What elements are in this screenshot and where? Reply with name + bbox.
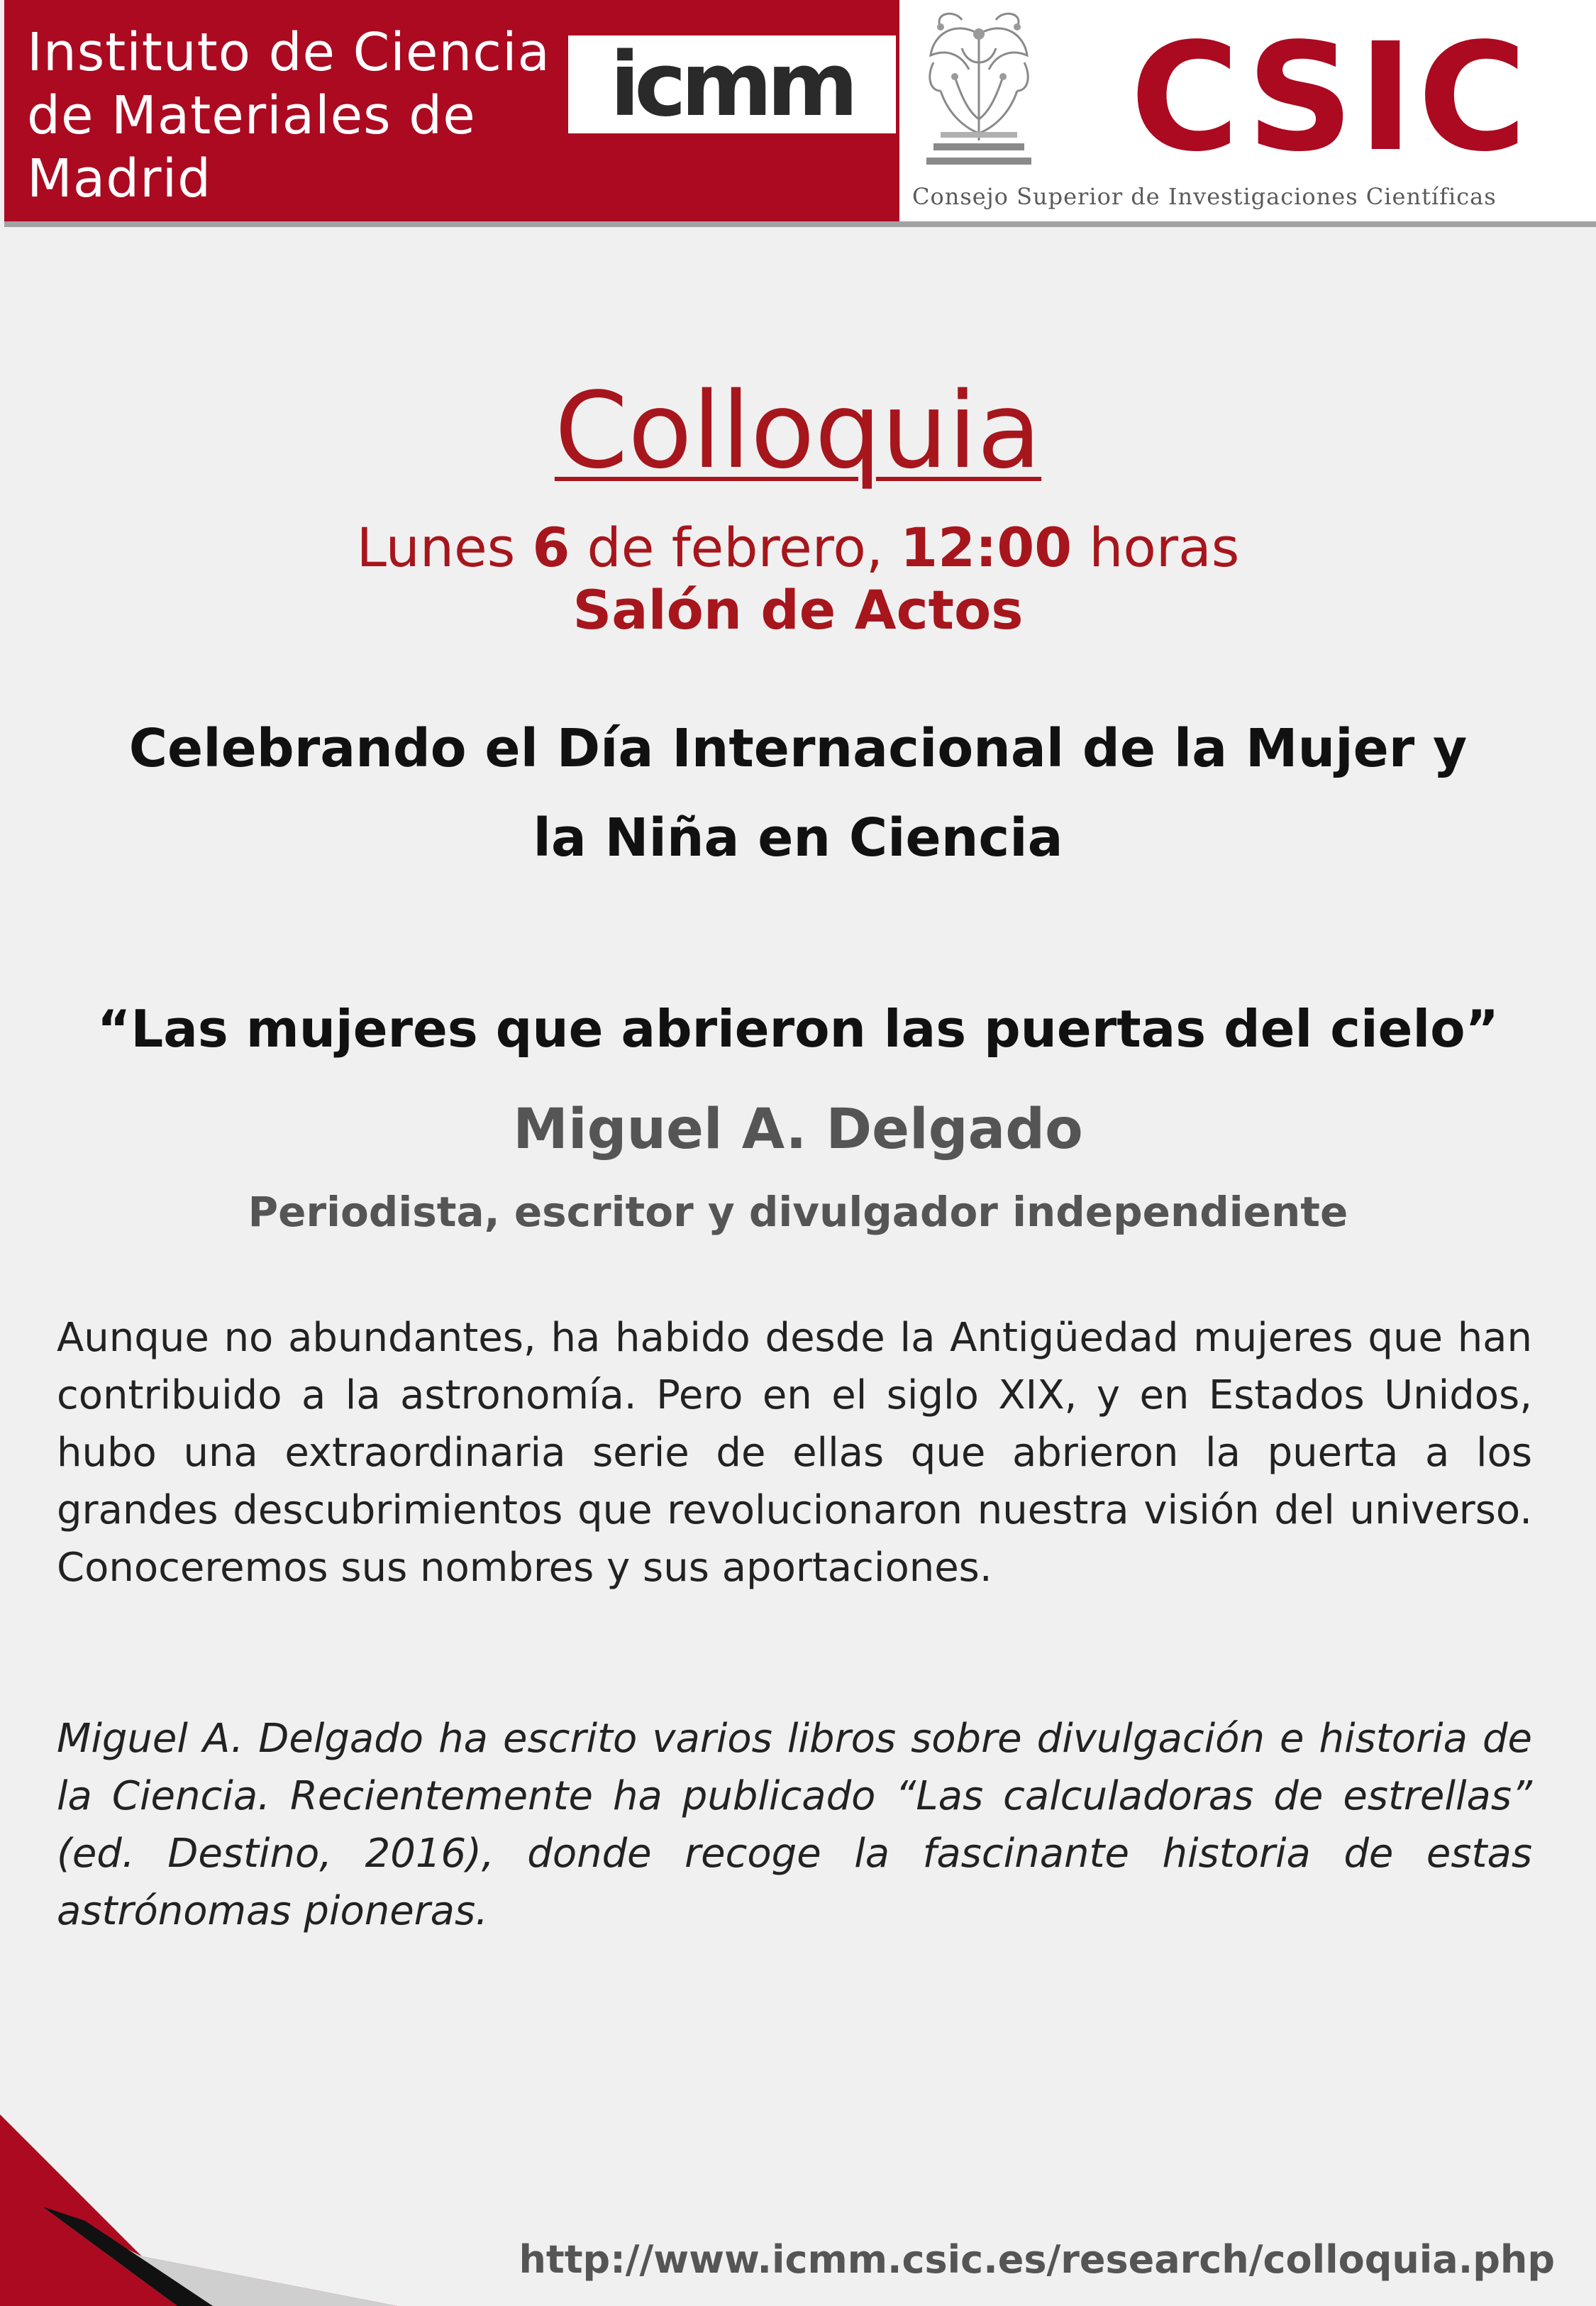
event-day: 6 (532, 516, 570, 579)
institute-name: Instituto de Ciencia de Materiales de Madrid (27, 22, 550, 209)
icmm-logo-graphic (568, 35, 896, 133)
talk-abstract: Aunque no abundantes, ha habido desde la Antigüedad mujeres que han contribuido a la astronomía. Pero en el siglo XIX, y en Estados Unidos, hubo una extraordinaria serie de ellas que abrieron la puerta a los grandes descubrimientos que revolucionaron nuestra visión del universo. Conoceremos sus nombres y sus aportaciones. (57, 1315, 1532, 1591)
header-brand-band (4, 0, 899, 221)
csic-wordmark-graphic (1075, 27, 1586, 176)
csic-subtitle: Consejo Superior de Investigaciones Científicas (912, 183, 1497, 210)
icmm-logo (568, 35, 896, 133)
csic-wordmark-text: CSIC (1130, 27, 1531, 176)
footer-link[interactable]: http://www.icmm.csic.es/research/colloquia.php (519, 2237, 1555, 2282)
time-suffix: horas (1072, 516, 1240, 579)
event-venue: Salón de Actos (572, 578, 1024, 641)
talk-title: “Las mujeres que abrieron las puertas del cielo” (97, 999, 1499, 1059)
header-divider (4, 221, 1596, 227)
date-prefix: Lunes (356, 516, 533, 579)
corner-decoration (0, 2114, 397, 2306)
event-datetime (0, 514, 1596, 582)
speaker-bio: Miguel A. Delgado ha escrito varios libros sobre divulgación e historia de la Ciencia. Recientemente ha publicado “Las calculadoras de estrellas” (ed. Destino, 2016), donde recoge la fascinante historia de estas astrónomas pioneras. (57, 1716, 1532, 1934)
corner-decoration-graphic (0, 2114, 397, 2306)
date-middle: de febrero, (570, 516, 901, 579)
celebration-heading: Celebrando el Día Internacional de la Mujer y la Niña en Ciencia (128, 718, 1468, 868)
csic-panel (899, 0, 1596, 221)
page-title: Colloquia (554, 370, 1042, 492)
csic-wordmark (1075, 27, 1586, 176)
event-time: 12:00 (900, 516, 1073, 579)
speaker-affiliation: Periodista, escritor y divulgador independiente (248, 1188, 1348, 1236)
csic-emblem-icon (912, 6, 1046, 176)
speaker-name: Miguel A. Delgado (513, 1098, 1083, 1162)
csic-emblem-graphic (912, 6, 1046, 176)
icmm-logo-text: icmm (609, 35, 853, 133)
